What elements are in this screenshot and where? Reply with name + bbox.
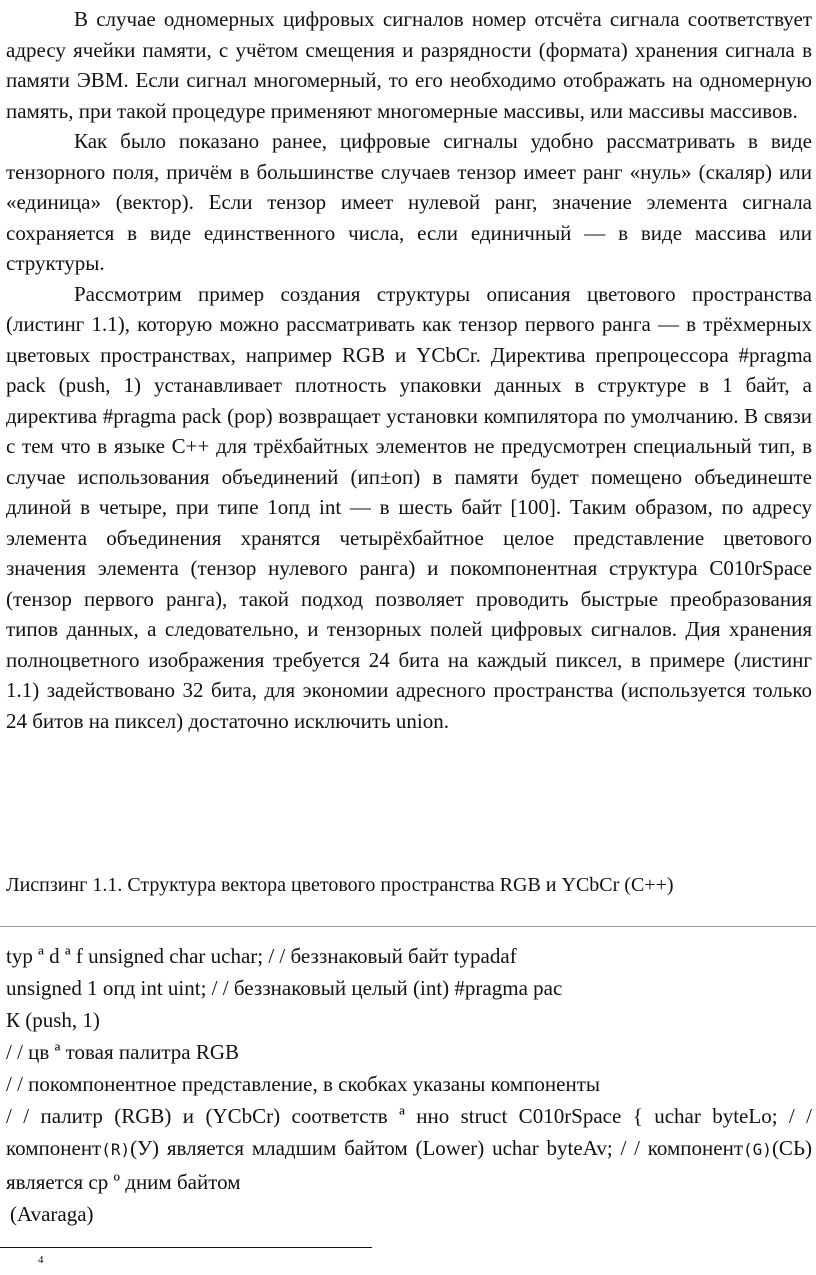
- code-struct-part-3: (СЬ) является ср º дним байтом: [6, 1136, 812, 1194]
- code-struct-part-1: / / палитр (RGB) и (YCbCr) соответств ª нно struct С010rSpace { uchar byteLo; / / компонент: [6, 1104, 812, 1160]
- code-block-struct: [6, 1100, 812, 1198]
- code-line-7: (Avaraga): [10, 1202, 94, 1226]
- code-struct-part-2: (У) является младшим байтом (Lower) uchar byteAv; / / компонент: [130, 1136, 744, 1160]
- code-line-4: / / цв ª товая палитра RGB: [6, 1040, 240, 1064]
- code-marker-g: (G): [743, 1140, 772, 1159]
- paragraph-1: В случае одномерных цифровых сигналов номер отсчёта сигнала соответствует адресу ячейки памяти, с учётом смещения и разрядности (формата) хранения сигнала в памяти ЭВМ. Если сигнал многомерный, то его необходимо отображать на одномерную память, при такой процедуре применяют многомерные массивы, или массивы массивов.: [6, 7, 812, 123]
- code-line-1: typ ª d ª f unsigned char uchar; / / беззнаковый байт typadaf: [6, 944, 517, 968]
- code-marker-r: (R): [101, 1140, 131, 1159]
- body-text: [6, 4, 812, 736]
- page-number: 4: [38, 1254, 44, 1266]
- code-line-2: unsigned 1 опд int uint; / / беззнаковый целый (int) #pragma рас: [6, 976, 563, 1000]
- code-listing: [6, 940, 812, 1230]
- paragraph-2: Как было показано ранее, цифровые сигналы удобно рассматривать в виде тензорного поля, причём в большинстве случаев тензор имеет ранг «нуль» (скаляр) или «единица» (вектор). Если тензор имеет нулевой ранг, значение элемента сигнала сохраняется в виде единственного числа, если единичный — в виде массива или структуры.: [6, 129, 812, 275]
- footnote-rule: [0, 1247, 372, 1248]
- paragraph-3: Рассмотрим пример создания структуры описания цветового пространства (листинг 1.1), которую можно рассматривать как тензор первого ранга — в трёхмерных цветовых пространствах, например RGB и YCbCr. Директива препроцессора #pragma pack (push, 1) устанавливает плотность упаковки данных в структуре в 1 байт, а директива #pragma pack (pop) возвращает установки компилятора по умолчанию. В связи с тем что в языке С++ для трёхбайтных элементов не предусмотрен специальный тип, в случае использования объединений (ип±оп) в памяти будет помещено объединеште длиной в четыре, при типе 1опд int — в шесть байт [100]. Таким образом, по адресу элемента объединения хранятся четырёхбайтное целое представление цветового значения элемента (тензор нулевого ранга) и покомпонентная структура С010rSpace (тензор первого ранга), такой подход позволяет проводить быстрые преобразования типов данных, а следовательно, и тензорных полей цифровых сигналов. Дия хранения полноцветного изображения требуется 24 бита на каждый пиксел, в примере (листинг 1.1) задействовано 32 бита, для экономии адресного пространства (используется только 24 битов на пиксел) достаточно исключить union.: [6, 281, 812, 733]
- listing-divider: [0, 926, 816, 927]
- listing-caption: Лиспзинг 1.1. Структура вектора цветового пространства RGB и YCbCr (С++): [6, 874, 674, 896]
- code-line-5: / / покомпонентное представление, в скобках указаны компоненты: [6, 1072, 601, 1096]
- code-line-3: К (push, 1): [6, 1008, 100, 1032]
